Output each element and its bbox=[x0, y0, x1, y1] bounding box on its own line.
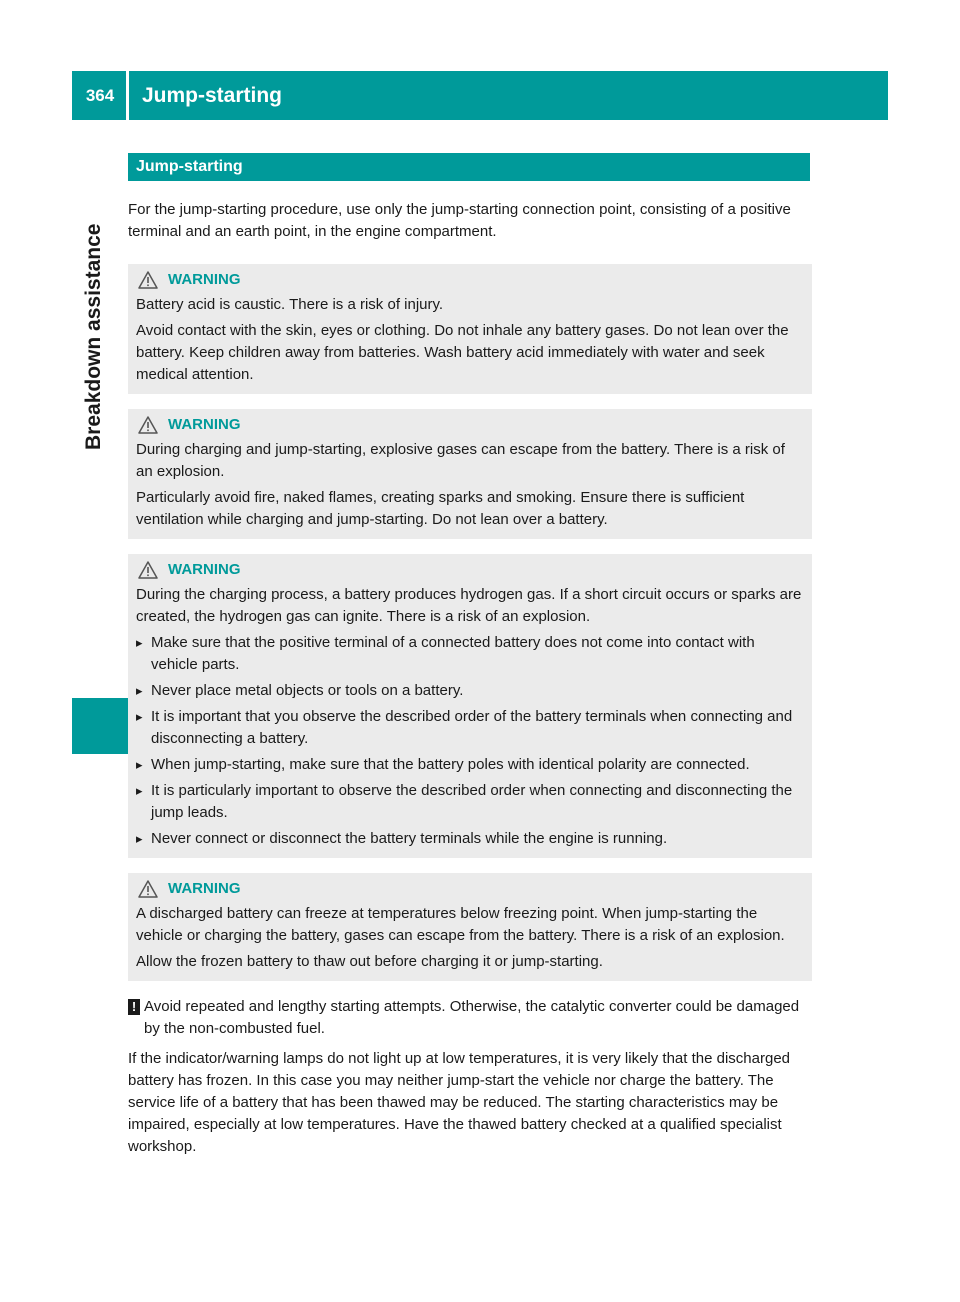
intro-paragraph: For the jump-starting procedure, use only the jump-starting connection point, consisting of a positive terminal and an earth point, in the engine compartment. bbox=[128, 201, 791, 240]
page-number: 364 bbox=[85, 85, 115, 105]
warning-bullet-list bbox=[136, 632, 804, 850]
warning-text: Allow the frozen battery to thaw out before charging it or jump-starting. bbox=[136, 953, 603, 970]
warning-text: Avoid contact with the skin, eyes or clothing. Do not inhale any battery gases. Do not lean over the battery. Keep children away from batteries. Wash battery acid immediately with water and seek medical attention. bbox=[136, 322, 789, 383]
side-tab-label: Breakdown assistance bbox=[82, 223, 105, 450]
warning-triangle-icon bbox=[138, 271, 158, 289]
warning-triangle-icon bbox=[138, 880, 158, 898]
list-item: ▸ When jump-starting, make sure that the battery poles with identical polarity are connected. bbox=[136, 754, 804, 776]
list-item: ▸ Make sure that the positive terminal of a connected battery does not come into contact with vehicle parts. bbox=[136, 632, 804, 676]
header-divider bbox=[126, 71, 129, 120]
warning-box bbox=[128, 873, 812, 981]
warning-header bbox=[136, 878, 804, 900]
warning-text: Battery acid is caustic. There is a risk of injury. bbox=[136, 296, 444, 313]
warning-label: WARNING bbox=[168, 416, 241, 433]
warning-header bbox=[136, 414, 804, 436]
note-paragraph bbox=[128, 996, 812, 1040]
warning-label: WARNING bbox=[168, 271, 241, 288]
warning-text: During the charging process, a battery produces hydrogen gas. If a short circuit occurs or sparks are created, the hydrogen gas can ignite. There is a risk of an explosion. bbox=[136, 586, 802, 625]
warning-label: WARNING bbox=[168, 880, 241, 897]
warning-text: Particularly avoid fire, naked flames, creating sparks and smoking. Ensure there is sufficient ventilation while charging and jump-starting. Do not lean over a battery. bbox=[136, 489, 745, 528]
warning-header bbox=[136, 559, 804, 581]
list-item: ▸ Never connect or disconnect the battery terminals while the engine is running. bbox=[136, 828, 804, 850]
warning-text: A discharged battery can freeze at temperatures below freezing point. When jump-starting the vehicle or charging the battery, gases can escape from the battery. There is a risk of an explosion. bbox=[136, 905, 785, 944]
warning-text: During charging and jump-starting, explosive gases can escape from the battery. There is a risk of an explosion. bbox=[136, 441, 785, 480]
list-item: ▸ It is important that you observe the described order of the battery terminals when connecting and disconnecting a battery. bbox=[136, 706, 804, 750]
closing-paragraph: If the indicator/warning lamps do not light up at low temperatures, it is very likely that the discharged battery has frozen. In this case you may neither jump-start the vehicle nor charge the battery. The service life of a battery that has been thawed may be reduced. The starting characteristics may be impaired, especially at low temperatures. Have the thawed battery checked at a qualified specialist workshop. bbox=[128, 1050, 790, 1155]
side-tab-marker bbox=[72, 698, 128, 754]
warning-header bbox=[136, 269, 804, 291]
warning-triangle-icon bbox=[138, 416, 158, 434]
list-item: ▸ It is particularly important to observe the described order when connecting and disconnecting the jump leads. bbox=[136, 780, 804, 824]
note-text: Avoid repeated and lengthy starting attempts. Otherwise, the catalytic converter could be damaged by the non-combusted fuel. bbox=[144, 998, 800, 1037]
warning-box bbox=[128, 409, 812, 539]
warning-box bbox=[128, 264, 812, 394]
exclamation-icon: ! bbox=[128, 999, 140, 1015]
page-content bbox=[128, 199, 812, 1158]
list-item: ▸ Never place metal objects or tools on a battery. bbox=[136, 680, 804, 702]
section-heading: Jump-starting bbox=[128, 153, 810, 181]
header-title: Jump-starting bbox=[142, 83, 283, 107]
warning-box bbox=[128, 554, 812, 858]
warning-label: WARNING bbox=[168, 561, 241, 578]
warning-triangle-icon bbox=[138, 561, 158, 579]
